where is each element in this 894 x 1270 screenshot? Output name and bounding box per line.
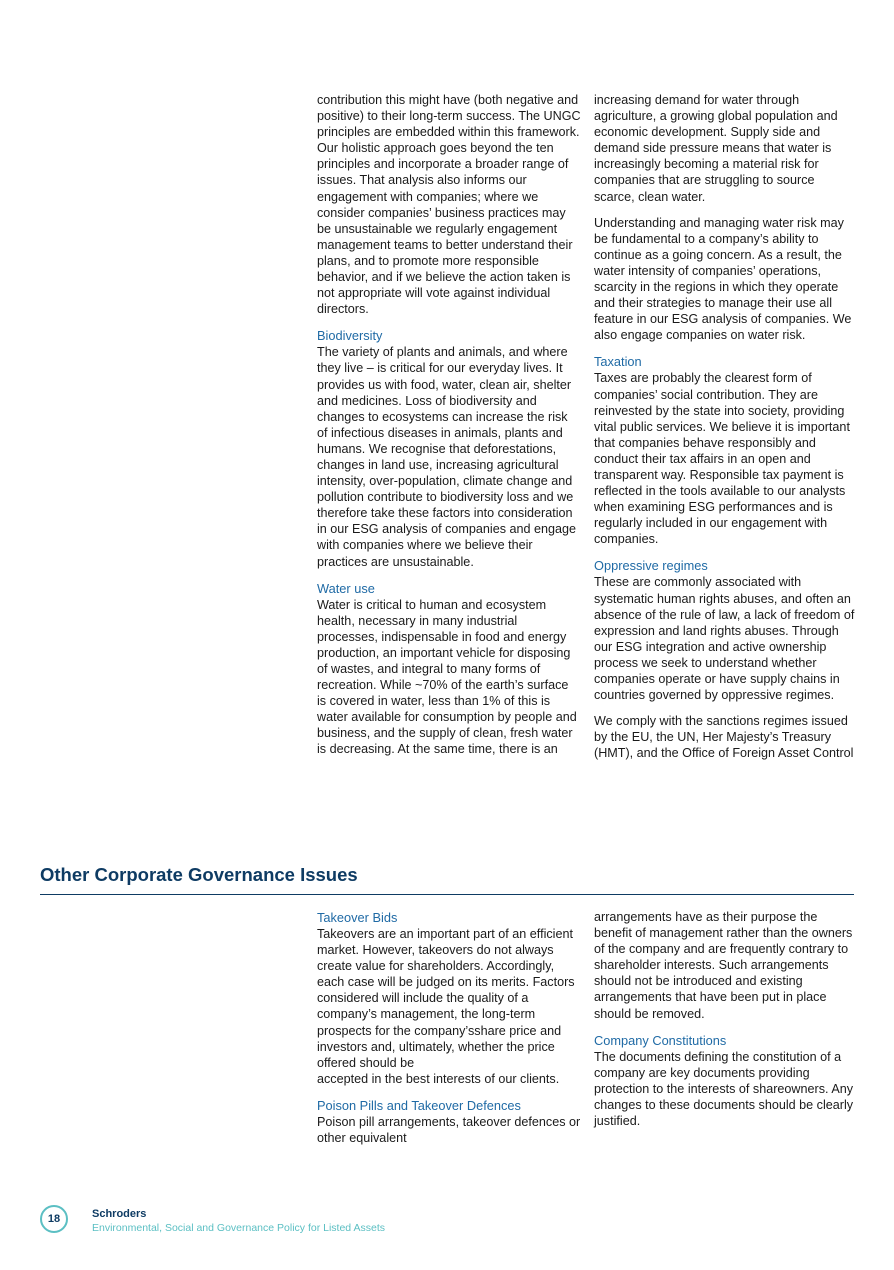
company-constitutions-heading: Company Constitutions <box>594 1032 727 1048</box>
biodiversity-text: The variety of plants and animals, and where they live – is critical for our everyday lives. It provides us with food, water, clean air, shelter and medicines. Loss of biodiversity and changes to ecosystems can increase the risk of infectious diseases in animals, plants and humans. We recognise that deforestations, changes in land use, increasing agricultural intensity, over-population, climate change and pollution contribute to biodiversity loss and we therefore take these factors into consideration in our ESG analysis of companies and engage with companies where we believe their practices are unsustainable. <box>317 345 577 569</box>
takeover-bids-section <box>317 909 581 1087</box>
sanctions-paragraph: We comply with the sanctions regimes issued by the EU, the UN, Her Majesty’s Treasury (HMT), and the Office of Foreign Asset Control <box>594 714 854 761</box>
poison-pills-text: Poison pill arrangements, takeover defences or other equivalent <box>317 1114 581 1146</box>
footer-subtitle: Environmental, Social and Governance Policy for Listed Assets <box>92 1222 385 1234</box>
taxation-heading: Taxation <box>594 354 642 370</box>
takeover-bids-heading: Takeover Bids <box>317 910 398 925</box>
takeover-bids-text: Takeovers are an important part of an efficient market. However, takeovers do not always create value for shareholders. Accordingly, each case will be judged on its merits. Factors considered will include the quality of a company’s management, the long-term prospects for the company’sshare price and investors and, ultimately, whether the price offered should be <box>317 927 575 1070</box>
section-title: Other Corporate Governance Issues <box>40 864 358 885</box>
takeover-bids-text-end: accepted in the best interests of our clients. <box>317 1071 560 1086</box>
water-use-continued: increasing demand for water through agriculture, a growing global population and economic development. Supply side and demand side pressure means that water is increasingly becoming a material risk for companies that are struggling to source scarce, clean water. <box>594 93 838 204</box>
oppressive-regimes-heading: Oppressive regimes <box>594 558 708 574</box>
page-number: 18 <box>47 1213 61 1225</box>
company-constitutions-text: The documents defining the constitution of a company are key documents providing protection to the interests of shareowners. Any changes to these documents should be clearly justified. <box>594 1049 854 1129</box>
company-constitutions-section <box>594 1032 858 1129</box>
water-use-heading: Water use <box>317 580 375 596</box>
biodiversity-heading: Biodiversity <box>317 328 383 344</box>
poison-pills-section <box>317 1097 581 1146</box>
poison-pills-heading: Poison Pills and Takeover Defences <box>317 1097 521 1113</box>
column-bottom-right <box>594 909 858 1139</box>
biodiversity-section <box>317 327 581 569</box>
section-divider <box>40 894 854 895</box>
oppressive-regimes-text: These are commonly associated with systematic human rights abuses, and often an absence of the rule of law, a lack of freedom of expression and land rights abuses. Through our ESG integration and active ownership process we seek to understand whether companies operate or have supply chains in countries governed by oppressive regimes. <box>594 575 855 703</box>
water-use-section <box>317 580 581 758</box>
column-bottom-left <box>317 909 581 1156</box>
taxation-section <box>594 353 858 547</box>
footer-brand: Schroders <box>92 1208 147 1220</box>
column-top-left <box>317 92 581 768</box>
intro-paragraph: contribution this might have (both negative and positive) to their long-term success. The UNGC principles are embedded within this framework. Our holistic approach goes beyond the ten principles and incorporate a broader range of issues. That analysis also informs our engagement with companies; where we consider companies’ business practices may be unsustainable we regularly engagement management teams to better understand their plans, and to promote more responsible behavior, and if we believe the action taken is not appropriate will vote against individual directors. <box>317 93 581 317</box>
water-risk-paragraph: Understanding and managing water risk may be fundamental to a company’s ability to continue as a going concern. As a result, the water intensity of companies’ operations, scarcity in the regions in which they operate and their strategies to manage their use all feature in our ESG analysis of companies. We also engage companies on water risk. <box>594 215 852 343</box>
column-top-right <box>594 92 858 771</box>
water-use-text: Water is critical to human and ecosystem health, necessary in many industrial processes, indispensable in food and energy production, an important vehicle for disposing of wastes, and integral to many forms of recreation. While ~70% of the earth’s surface is covered in water, less than 1% of this is water available for consumption by people and business, and the supply of clean, fresh water is decreasing. At the same time, there is an <box>317 597 577 757</box>
poison-pills-continued: arrangements have as their purpose the benefit of management rather than the owners of the company and are frequently contrary to shareholder interests. Such arrangements should not be introduced and existing arrangements that have been put in place should be removed. <box>594 910 853 1021</box>
taxation-text: Taxes are probably the clearest form of companies’ social contribution. They are reinvested by the state into society, providing vital public services. We believe it is important that companies behave responsibly and conduct their tax affairs in an open and transparent way. Responsible tax payment is reflected in the tools available to our analysts when examining ESG performances and is regularly included in our engagement with companies. <box>594 371 850 547</box>
page-number-badge <box>40 1205 68 1233</box>
oppressive-regimes-section <box>594 557 858 703</box>
